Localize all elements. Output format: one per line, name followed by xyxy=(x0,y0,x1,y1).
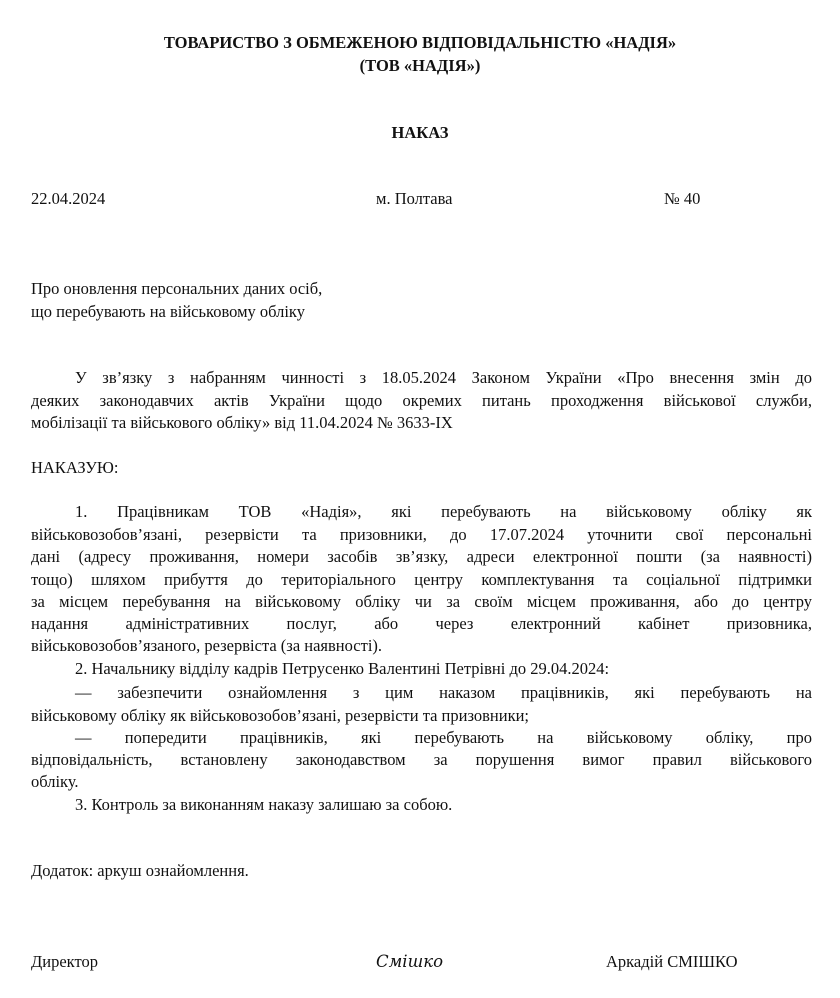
preamble-line: мобілізації та військового обліку» від 11.04.2024 № 3633-IX xyxy=(31,413,453,432)
item-3: 3. Контроль за виконанням наказу залишаю за собою. xyxy=(75,795,453,814)
item-1-line: військовозобов’язані, резервісти та призовники, до 17.07.2024 уточнити свої персональні xyxy=(31,525,812,544)
subject-line: що перебувають на військовому обліку xyxy=(31,302,305,321)
signatory-position: Директор xyxy=(31,952,98,971)
item-2-dash-line: відповідальність, встановлену законодавством за порушення вимог правил військового xyxy=(31,750,812,769)
signature: Смішко xyxy=(376,952,443,971)
organization-short-name: (ТОВ «НАДІЯ») xyxy=(359,56,481,75)
attachment-note: Додаток: аркуш ознайомлення. xyxy=(31,861,249,880)
item-1-line: тощо) шляхом прибуття до територіального центру комплектування та соціальної підтримки xyxy=(31,570,812,589)
order-city: м. Полтава xyxy=(376,189,453,208)
item-2: 2. Начальнику відділу кадрів Петрусенко Валентині Петрівні до 29.04.2024: xyxy=(75,659,610,678)
item-1-line: дані (адресу проживання, номери засобів зв’язку, адреси електронної пошти (за наявності) xyxy=(31,547,812,566)
item-2-dash-line: — забезпечити ознайомлення з цим наказом працівників, які перебувають на xyxy=(75,683,812,702)
preamble-line: У зв’язку з набранням чинності з 18.05.2024 Законом України «Про внесення змін до xyxy=(75,368,812,387)
preamble-line: деяких законодавчих актів України щодо окремих питань проходження військової служби, xyxy=(31,391,812,410)
document-type-title: НАКАЗ xyxy=(391,123,449,142)
item-1-line: 1. Працівникам ТОВ «Надія», які перебувають на військовому обліку як xyxy=(75,502,812,521)
order-date: 22.04.2024 xyxy=(31,189,106,208)
item-2-dash-line: обліку. xyxy=(31,772,79,791)
item-2-dash-line: — попередити працівників, які перебувають на військовому обліку, про xyxy=(75,728,812,747)
subject-line: Про оновлення персональних даних осіб, xyxy=(31,279,323,298)
item-1-line: надання адміністративних послуг, або через електронний кабінет призовника, xyxy=(31,614,812,633)
organization-full-name: ТОВАРИСТВО З ОБМЕЖЕНОЮ ВІДПОВІДАЛЬНІСТЮ «НАДІЯ» xyxy=(163,33,677,52)
order-word: НАКАЗУЮ: xyxy=(31,458,119,477)
item-1-line: військовозобов’язаного, резервіста (за наявності). xyxy=(31,636,383,655)
item-1-line: за місцем перебування на військовому обліку чи за своїм місцем проживання, або до центру xyxy=(31,592,812,611)
item-2-dash-line: військовому обліку як військовозобов’язані, резервісти та призовники; xyxy=(31,706,530,725)
signatory-name: Аркадій СМІШКО xyxy=(606,952,738,971)
order-number: № 40 xyxy=(664,189,701,208)
